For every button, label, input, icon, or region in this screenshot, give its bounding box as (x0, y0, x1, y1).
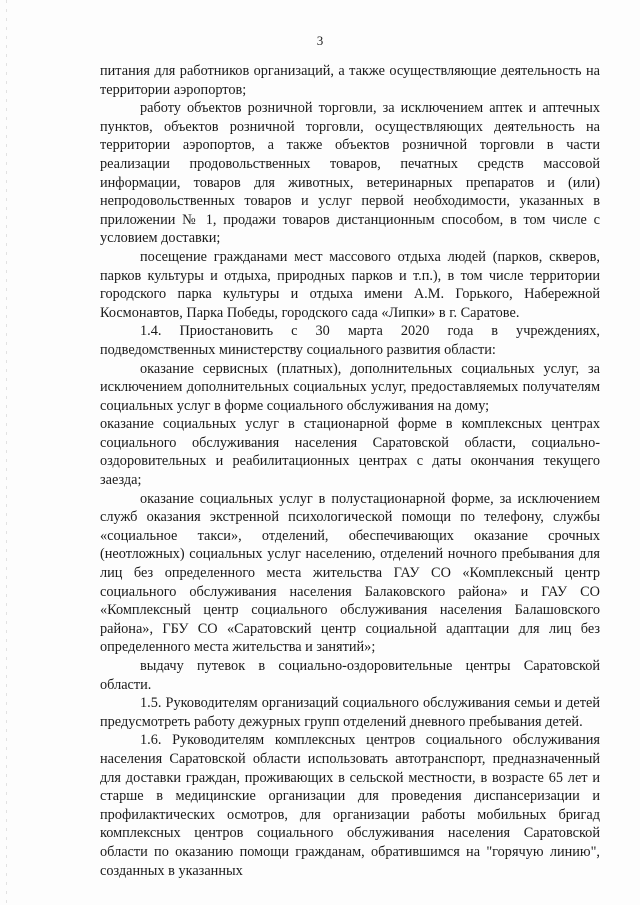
paragraph-paid-services: оказание сервисных (платных), дополнительных социальных услуг, за исключением дополнительных социальных услуг, предоставляемых получателям социальных услуг в форме социального обслуживания на дому; (100, 360, 600, 414)
paragraph-retail-trade: работу объектов розничной торговли, за исключением аптек и аптечных пунктов, объектов розничной торговли, осуществляющих деятельность на территории аэропортов, а также объектов розничной торговли в части реализации продовольственных товаров, печатных средств массовой информации, товаров для животных, ветеринарных препаратов и (или) непродовольственных товаров и услуг первой необходимости, указанных в приложении № 1, продажи товаров дистанционным способом, в том числе с условием доставки; (100, 100, 600, 247)
scan-edge-mark (6, 0, 7, 905)
document-body (100, 62, 600, 880)
paragraph-clause-1-5: 1.5. Руководителям организаций социального обслуживания семьи и детей предусмотреть работу дежурных групп отделений дневного пребывания детей. (100, 695, 600, 730)
paragraph-semi-stationary-services: оказание социальных услуг в полустационарной форме, за исключением служб оказания экстренной психологической помощи по телефону, службы «социальное такси», отделений, обеспечивающих оказание срочных (неотложных) социальных услуг населению, отделений ночного пребывания для лиц без определенного места жительства ГАУ СО «Комплексный центр социального обслуживания населения Балаковского района» и ГАУ СО «Комплексный центр социального обслуживания населения Балашовского района», ГБУ СО «Саратовский центр социальной адаптации для лиц без определенного места жительства и занятий»; (100, 490, 600, 656)
paragraph-mass-recreation: посещение гражданами мест массового отдыха людей (парков, скверов, парков культуры и отдыха, природных парков и т.п.), в том числе территории городского парка культуры и отдыха имени А.М. Горького, Набережной Космонавтов, Парка Победы, городского сада «Липки» в г. Саратове. (100, 248, 600, 321)
paragraph-clause-1-4: 1.4. Приостановить с 30 марта 2020 года в учреждениях, подведомственных министерству социального развития области: (100, 323, 600, 358)
page-number: 3 (316, 33, 324, 48)
paragraph-clause-1-6: 1.6. Руководителям комплексных центров социального обслуживания населения Саратовской области использовать автотранспорт, предназначенный для доставки граждан, проживающих в сельской местности, в возрасте 65 лет и старше в медицинские организации для проведения диспансеризации и профилактических осмотров, для организации работы мобильных бригад комплексных центров социального обслуживания населения Саратовской области по оказанию помощи гражданам, обратившимся на "горячую линию", созданных в указанных (100, 732, 600, 879)
paragraph-vouchers: выдачу путевок в социально-оздоровительные центры Саратовской области. (100, 658, 600, 693)
paragraph-continuation: питания для работников организаций, а также осуществляющие деятельность на территории аэропортов; (100, 63, 600, 98)
paragraph-stationary-services: оказание социальных услуг в стационарной форме в комплексных центрах социального обслуживания населения Саратовской области, социально-оздоровительных и реабилитационных центрах с даты окончания текущего заезда; (100, 416, 600, 489)
